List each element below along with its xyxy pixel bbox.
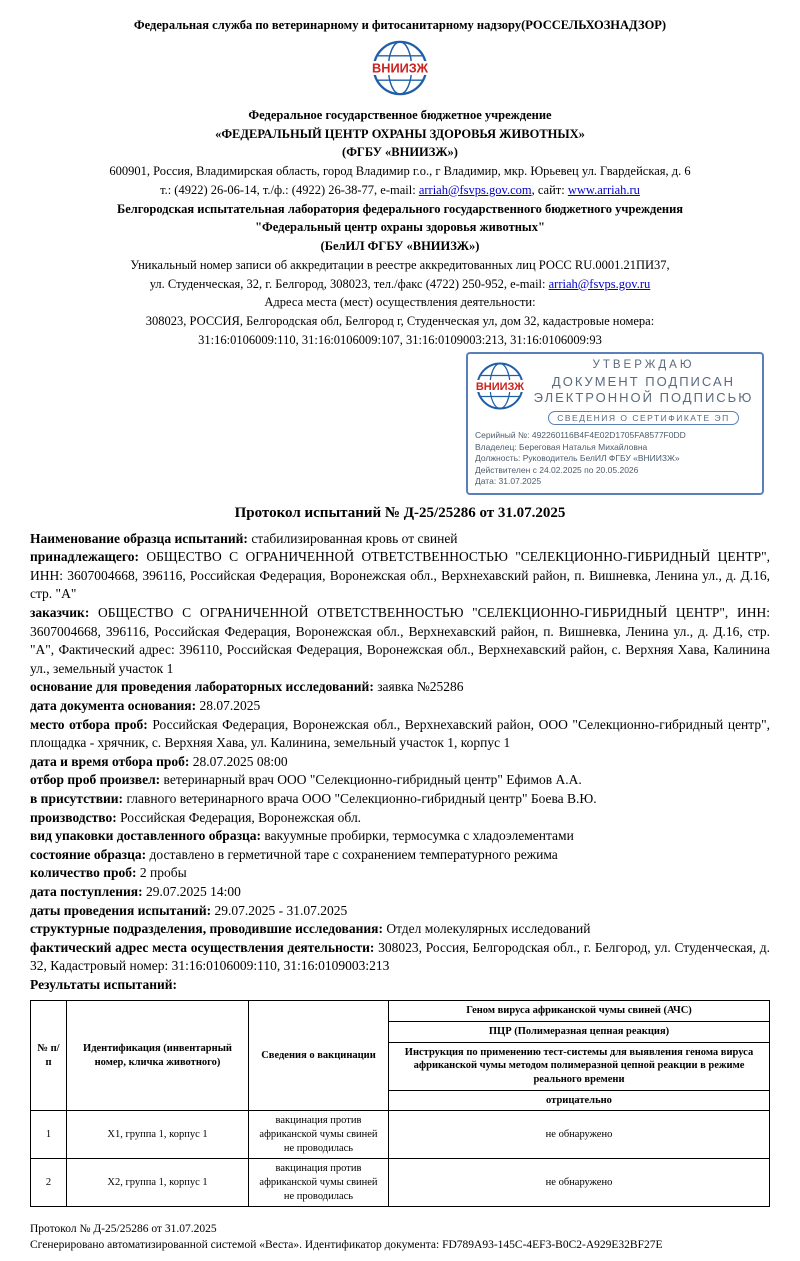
org-address: 600901, Россия, Владимирская область, город Владимир г.о., г Владимир, мкр. Юрьевец ул. Гвардейская, д. 6: [109, 164, 691, 178]
field-sample-condition: [30, 846, 770, 865]
stamp-cert-header: СВЕДЕНИЯ О СЕРТИФИКАТЕ ЭП: [548, 411, 739, 425]
field-receipt-date: [30, 883, 770, 902]
lab-address: [30, 275, 770, 294]
field-value: доставлено в герметичной таре с сохранением температурного режима: [149, 846, 558, 862]
org-type: Федеральное государственное бюджетное учреждение: [248, 107, 552, 122]
field-sampling-datetime: [30, 753, 770, 772]
field-value: Российская Федерация, Воронежская обл.: [120, 809, 362, 825]
row-identification: X2, группа 1, корпус 1: [67, 1159, 249, 1207]
field-owner: [30, 548, 770, 604]
col-header-identification: Идентификация (инвентарный номер, кличка животного): [67, 1001, 249, 1111]
field-customer: [30, 604, 770, 678]
field-value: ветеринарный врач ООО "Селекционно-гибридный центр" Ефимов А.А.: [163, 772, 582, 788]
stamp-date: Дата: 31.07.2025: [475, 476, 542, 487]
activity-address: 308023, РОССИЯ, Белгородская обл, Белгород г, Студенческая ул, дом 32, кадастровые номера:: [145, 314, 655, 328]
field-sample-count: [30, 864, 770, 883]
field-label: основание для проведения лабораторных исследований:: [30, 679, 374, 695]
field-label: дата и время отбора проб:: [30, 753, 190, 769]
field-label: дата поступления:: [30, 883, 143, 899]
field-label: даты проведения испытаний:: [30, 902, 212, 918]
col-header-pcr: ПЦР (Полимеразная цепная реакция): [389, 1022, 770, 1043]
field-sampling-place: [30, 716, 770, 753]
field-label: структурные подразделения, проводившие исследования:: [30, 921, 383, 937]
field-value: главного ветеринарного врача ООО "Селекционно-гибридный центр" Боева В.Ю.: [126, 790, 597, 806]
stamp-validity: Действителен с 24.02.2025 по 20.05.2026: [475, 464, 639, 475]
footer-protocol-number: Протокол № Д-25/25286 от 31.07.2025: [30, 1223, 217, 1236]
org-site-link[interactable]: www.arriah.ru: [567, 182, 640, 197]
field-label: отбор проб произвел:: [30, 772, 161, 788]
cadastral-numbers: 31:16:0106009:110, 31:16:0106009:107, 31:16:0109003:213, 31:16:0106009:93: [198, 332, 602, 347]
row-result: не обнаружено: [389, 1159, 770, 1207]
col-header-num: № п/п: [31, 1001, 67, 1111]
stamp-owner: Владелец: Береговая Наталья Михайловна: [475, 441, 648, 452]
field-value: ОБЩЕСТВО С ОГРАНИЧЕННОЙ ОТВЕТСТВЕННОСТЬЮ "СЕЛЕКЦИОННО-ГИБРИДНЫЙ ЦЕНТР", ИНН: 3607004668, 396116, Российская Федерация, Воронежская обл., Верхнехавский район, п. Вишневка, Ленина ул., д. Д.16, стр. "А": [30, 549, 771, 602]
field-basis-date: [30, 697, 770, 716]
row-identification: X1, группа 1, корпус 1: [67, 1111, 249, 1159]
stamp-right-block: [533, 359, 754, 427]
field-value: ОБЩЕСТВО С ОГРАНИЧЕННОЙ ОТВЕТСТВЕННОСТЬЮ "СЕЛЕКЦИОННО-ГИБРИДНЫЙ ЦЕНТР", ИНН: 3607004668, 396116, Российская Федерация, Воронежская обл., Верхнехавский район, п. Вишневка, Ленина ул., д. Д.16, стр. "А", Фактический адрес: 396110, Российская Федерация, Воронежская обл., Верхнехавский район, с. Верхняя Хава, Калинина ул., земельный участок 1: [30, 605, 771, 676]
vniizh-globe-icon: [371, 39, 429, 97]
vniizh-stamp-globe-icon: [475, 361, 525, 411]
logo-container: [30, 39, 770, 102]
col-header-norm: отрицательно: [389, 1090, 770, 1111]
field-production: [30, 809, 770, 828]
field-value: 29.07.2025 14:00: [145, 883, 241, 899]
table-row: [31, 1111, 770, 1159]
activity-label: Адреса места (мест) осуществления деятельности:: [264, 295, 536, 310]
lab-email-link[interactable]: arriah@fsvps.gov.ru: [548, 276, 651, 291]
field-activity-address: [30, 939, 770, 976]
field-value: 2 пробы: [139, 865, 187, 881]
document-header: [30, 16, 770, 350]
col-header-vaccination: Сведения о вакцинации: [249, 1001, 389, 1111]
lab-address-text: ул. Студенческая, 32, г. Белгород, 308023, тел./факс (4722) 250-952, e-mail:: [149, 276, 549, 291]
site-label: , сайт:: [531, 182, 568, 197]
digital-signature-stamp: [466, 352, 764, 495]
field-label: фактический адрес места осуществления деятельности:: [30, 939, 375, 955]
stamp-position: Должность: Руководитель БелИЛ ФГБУ «ВНИИЗЖ»: [475, 453, 680, 464]
field-value: стабилизированная кровь от свиней: [251, 530, 458, 546]
field-packaging: [30, 827, 770, 846]
field-sampled-by: [30, 771, 770, 790]
field-label: производство:: [30, 809, 117, 825]
row-result: не обнаружено: [389, 1111, 770, 1159]
field-label: место отбора проб:: [30, 716, 148, 732]
field-label: дата документа основания:: [30, 697, 197, 713]
document-footer: [30, 1221, 770, 1253]
agency-line: Федеральная служба по ветеринарному и фитосанитарному надзору(РОССЕЛЬХОЗНАДЗОР): [133, 18, 667, 32]
col-header-instruction: Инструкция по применению тест-системы для выявления генома вируса африканской чумы методом полимеразной цепной реакции в режиме реального времени: [389, 1042, 770, 1090]
field-test-dates: [30, 902, 770, 921]
lab-name-line2: "Федеральный центр охраны здоровья животных": [255, 220, 545, 235]
stamp-serial: Серийный №: 492260116B4F4E02D1705FA8577F0DD: [475, 430, 686, 441]
stamp-doc-signed-line2: ЭЛЕКТРОННОЙ ПОДПИСЬЮ: [533, 390, 754, 406]
stamp-cert-details: [475, 430, 754, 487]
field-value: Отдел молекулярных исследований: [386, 921, 591, 937]
field-value: 29.07.2025 - 31.07.2025: [214, 902, 348, 918]
field-label: Результаты испытаний:: [30, 976, 178, 992]
field-value: вакуумные пробирки, термосумка с хладоэлементами: [264, 828, 574, 844]
field-basis: [30, 678, 770, 697]
field-in-presence: [30, 790, 770, 809]
results-table: [30, 1000, 770, 1207]
field-label: заказчик:: [30, 605, 90, 620]
footer-generated-by: Сгенерировано автоматизированной системой «Веста». Идентификатор документа: FD789A93-145C-4EF3-B0C2-A929E32BF27E: [30, 1239, 663, 1252]
field-label: принадлежащего:: [30, 549, 139, 565]
field-sample-name: [30, 530, 770, 549]
protocol-fields: [30, 530, 770, 995]
field-value: заявка №25286: [377, 679, 464, 695]
field-value: 28.07.2025 08:00: [192, 753, 288, 769]
stamp-top: [475, 359, 754, 427]
field-value: 28.07.2025: [199, 697, 261, 713]
lab-name-line1: Белгородская испытательная лаборатория федерального государственного бюджетного учреждения: [116, 201, 684, 216]
page-title: Протокол испытаний № Д-25/25286 от 31.07.2025: [234, 504, 566, 521]
accreditation-line: Уникальный номер записи об аккредитации в реестре аккредитованных лиц РОСС RU.0001.21ПИ37,: [130, 257, 670, 272]
field-value: Российская Федерация, Воронежская обл., Верхнехавский район, ООО "Селекционно-гибридный центр", площадка - хрячник, с. Верхняя Хава, ул. Калинина, земельный участок 1, корпус 1: [30, 716, 770, 751]
contacts-text: т.: (4922) 26-06-14, т./ф.: (4922) 26-38-77, e-mail:: [160, 182, 419, 197]
field-departments: [30, 920, 770, 939]
lab-abbr: (БелИЛ ФГБУ «ВНИИЗЖ»): [320, 239, 480, 253]
field-label: состояние образца:: [30, 846, 147, 862]
row-vaccination: вакцинация против африканской чумы свиней не проводилась: [249, 1159, 389, 1207]
results-heading: [30, 976, 770, 995]
signature-stamp-container: [30, 352, 764, 495]
field-value: 308023, Россия, Белгородская обл., г. Белгород, ул. Студенческая, д. 32, Кадастровый номер: 31:16:0106009:110, 31:16:0109003:213: [30, 939, 770, 974]
field-label: Наименование образца испытаний:: [30, 530, 248, 546]
field-label: вид упаковки доставленного образца:: [30, 828, 262, 844]
org-contacts: [30, 181, 770, 200]
stamp-logo-text: ВНИИЗЖ: [475, 380, 525, 393]
logo-text: ВНИИЗЖ: [372, 60, 428, 76]
org-name: «ФЕДЕРАЛЬНЫЙ ЦЕНТР ОХРАНЫ ЗДОРОВЬЯ ЖИВОТНЫХ»: [215, 126, 585, 141]
field-label: количество проб:: [30, 865, 137, 881]
field-label: в присутствии:: [30, 790, 124, 806]
org-email-link[interactable]: arriah@fsvps.gov.com: [418, 182, 532, 197]
row-vaccination: вакцинация против африканской чумы свиней не проводилась: [249, 1111, 389, 1159]
stamp-approve-label: УТВЕРЖДАЮ: [592, 358, 695, 371]
row-num: 1: [31, 1111, 67, 1159]
col-header-genome: Геном вируса африканской чумы свиней (АЧС): [389, 1001, 770, 1022]
row-num: 2: [31, 1159, 67, 1207]
table-row: [31, 1159, 770, 1207]
stamp-doc-signed-line1: ДОКУМЕНТ ПОДПИСАН: [551, 373, 736, 389]
org-abbr: (ФГБУ «ВНИИЗЖ»): [342, 145, 458, 160]
